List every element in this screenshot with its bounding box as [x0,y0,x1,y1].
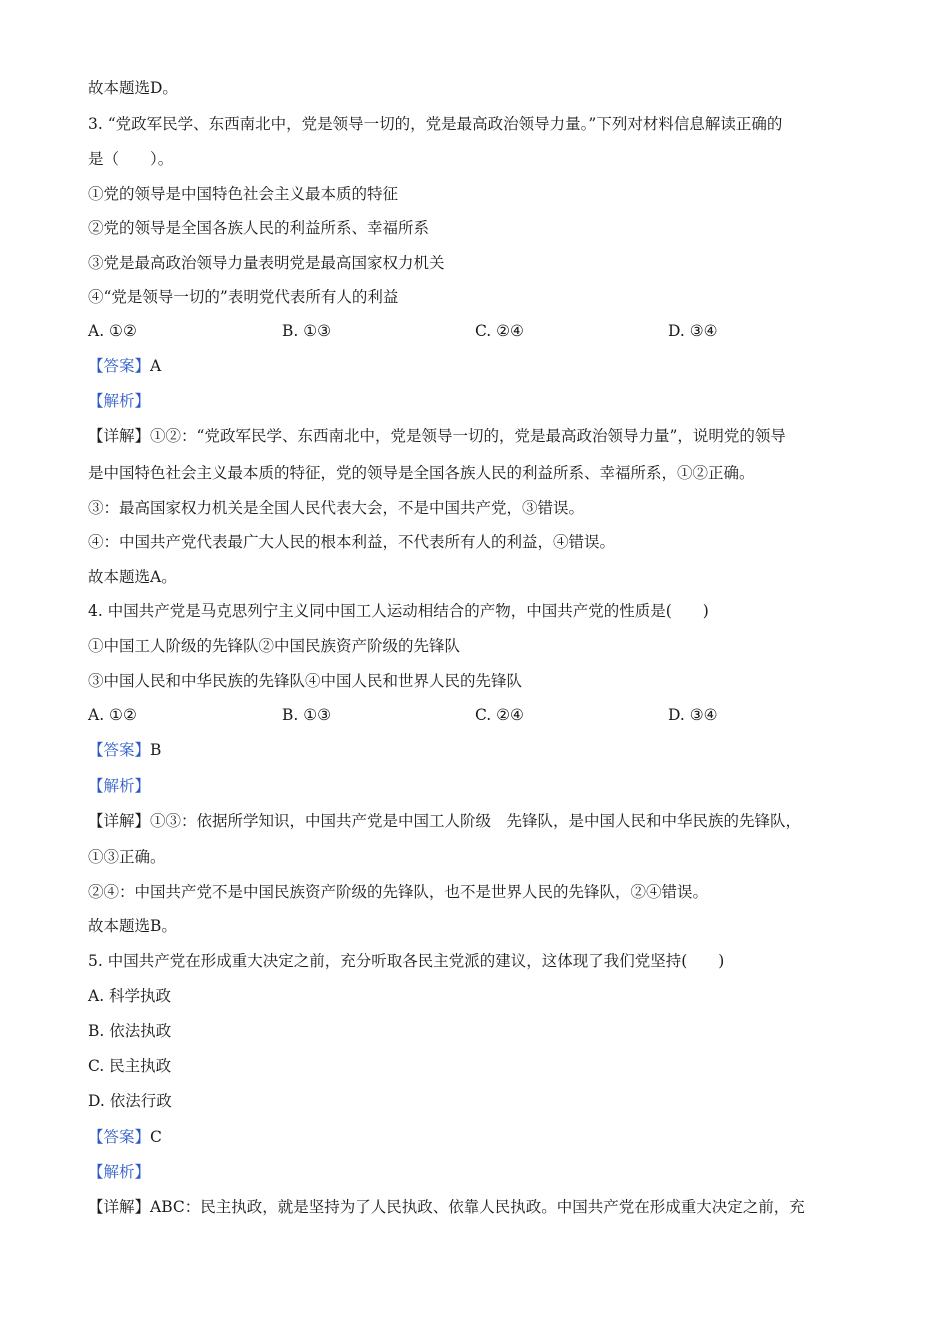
q3-stem-line2: 是（ ）。 [88,150,174,168]
q3-option-b: B. ①③ [282,322,332,340]
analysis-tag: 【解析】 [88,1163,151,1181]
q3-detail-line3: ③：最高国家权力机关是全国人民代表大会，不是中国共产党，③错误。 [88,499,585,517]
detail-text: ①③：依据所学知识，中国共产党是中国工人阶级 先锋队，是中国人民和中华民族的先锋队， [150,812,802,830]
q4-stem: 4. 中国共产党是马克思列宁主义同中国工人运动相结合的产物，中国共产党的性质是( ) [88,602,709,620]
q3-item-4: ④“党是领导一切的”表明党代表所有人的利益 [88,288,399,306]
answer-value: B [150,741,162,759]
q3-item-3: ③党是最高政治领导力量表明党是最高国家权力机关 [88,254,445,272]
q3-detail-line2: 是中国特色社会主义最本质的特征，党的领导是全国各族人民的利益所系、幸福所系，①②正确。 [88,464,755,482]
detail-tag: 【详解】 [88,427,151,445]
detail-text: ①②：“党政军民学、东西南北中，党是领导一切的，党是最高政治领导力量”，说明党的领导 [150,427,786,445]
q5-option-a: A. 科学执政 [88,987,172,1005]
q5-stem: 5. 中国共产党在形成重大决定之前，充分听取各民主党派的建议，这体现了我们党坚持( ) [88,952,725,970]
q5-option-d: D. 依法行政 [88,1092,172,1110]
answer-value: C [150,1128,162,1146]
q3-option-d: D. ③④ [668,322,718,340]
q5-option-c: C. 民主执政 [88,1057,172,1075]
q3-stem-line1: 3. “党政军民学、东西南北中，党是领导一切的，党是最高政治领导力量。”下列对材料信息解读正确的 [88,115,783,133]
q4-analysis [88,775,858,797]
q5-answer [88,1126,858,1148]
detail-text: ABC：民主执政，就是坚持为了人民执政、依靠人民执政。中国共产党在形成重大决定之前，充 [150,1198,805,1216]
answer-tag: 【答案】 [88,741,151,759]
q3-detail-line1 [88,425,858,447]
q4-option-c: C. ②④ [475,706,524,724]
analysis-tag: 【解析】 [88,392,151,410]
q4-conclusion: 故本题选B。 [88,917,177,935]
q3-conclusion: 故本题选A。 [88,568,177,586]
q4-detail-line2: ①③正确。 [88,848,166,866]
q3-option-a: A. ①② [88,322,137,340]
q5-analysis [88,1161,858,1183]
analysis-tag: 【解析】 [88,777,151,795]
q5-detail-line1 [88,1196,858,1218]
q2-conclusion: 故本题选D。 [88,79,178,97]
detail-tag: 【详解】 [88,1198,151,1216]
q4-detail-line1 [88,810,858,832]
q5-option-b: B. 依法执政 [88,1022,172,1040]
q4-detail-line3: ②④：中国共产党不是中国民族资产阶级的先锋队，也不是世界人民的先锋队，②④错误。 [88,883,709,901]
q4-items-line2: ③中国人民和中华民族的先锋队④中国人民和世界人民的先锋队 [88,672,523,690]
q3-item-2: ②党的领导是全国各族人民的利益所系、幸福所系 [88,219,430,237]
q3-answer [88,355,858,377]
q3-item-1: ①党的领导是中国特色社会主义最本质的特征 [88,185,399,203]
q3-detail-line4: ④：中国共产党代表最广大人民的根本利益，不代表所有人的利益，④错误。 [88,533,616,551]
answer-tag: 【答案】 [88,1128,151,1146]
q4-option-b: B. ①③ [282,706,332,724]
q3-analysis [88,390,858,412]
answer-tag: 【答案】 [88,357,151,375]
answer-value: A [150,357,162,375]
detail-tag: 【详解】 [88,812,151,830]
q3-option-c: C. ②④ [475,322,524,340]
q4-items-line1: ①中国工人阶级的先锋队②中国民族资产阶级的先锋队 [88,637,461,655]
q4-option-d: D. ③④ [668,706,718,724]
q4-answer [88,739,858,761]
q4-option-a: A. ①② [88,706,137,724]
